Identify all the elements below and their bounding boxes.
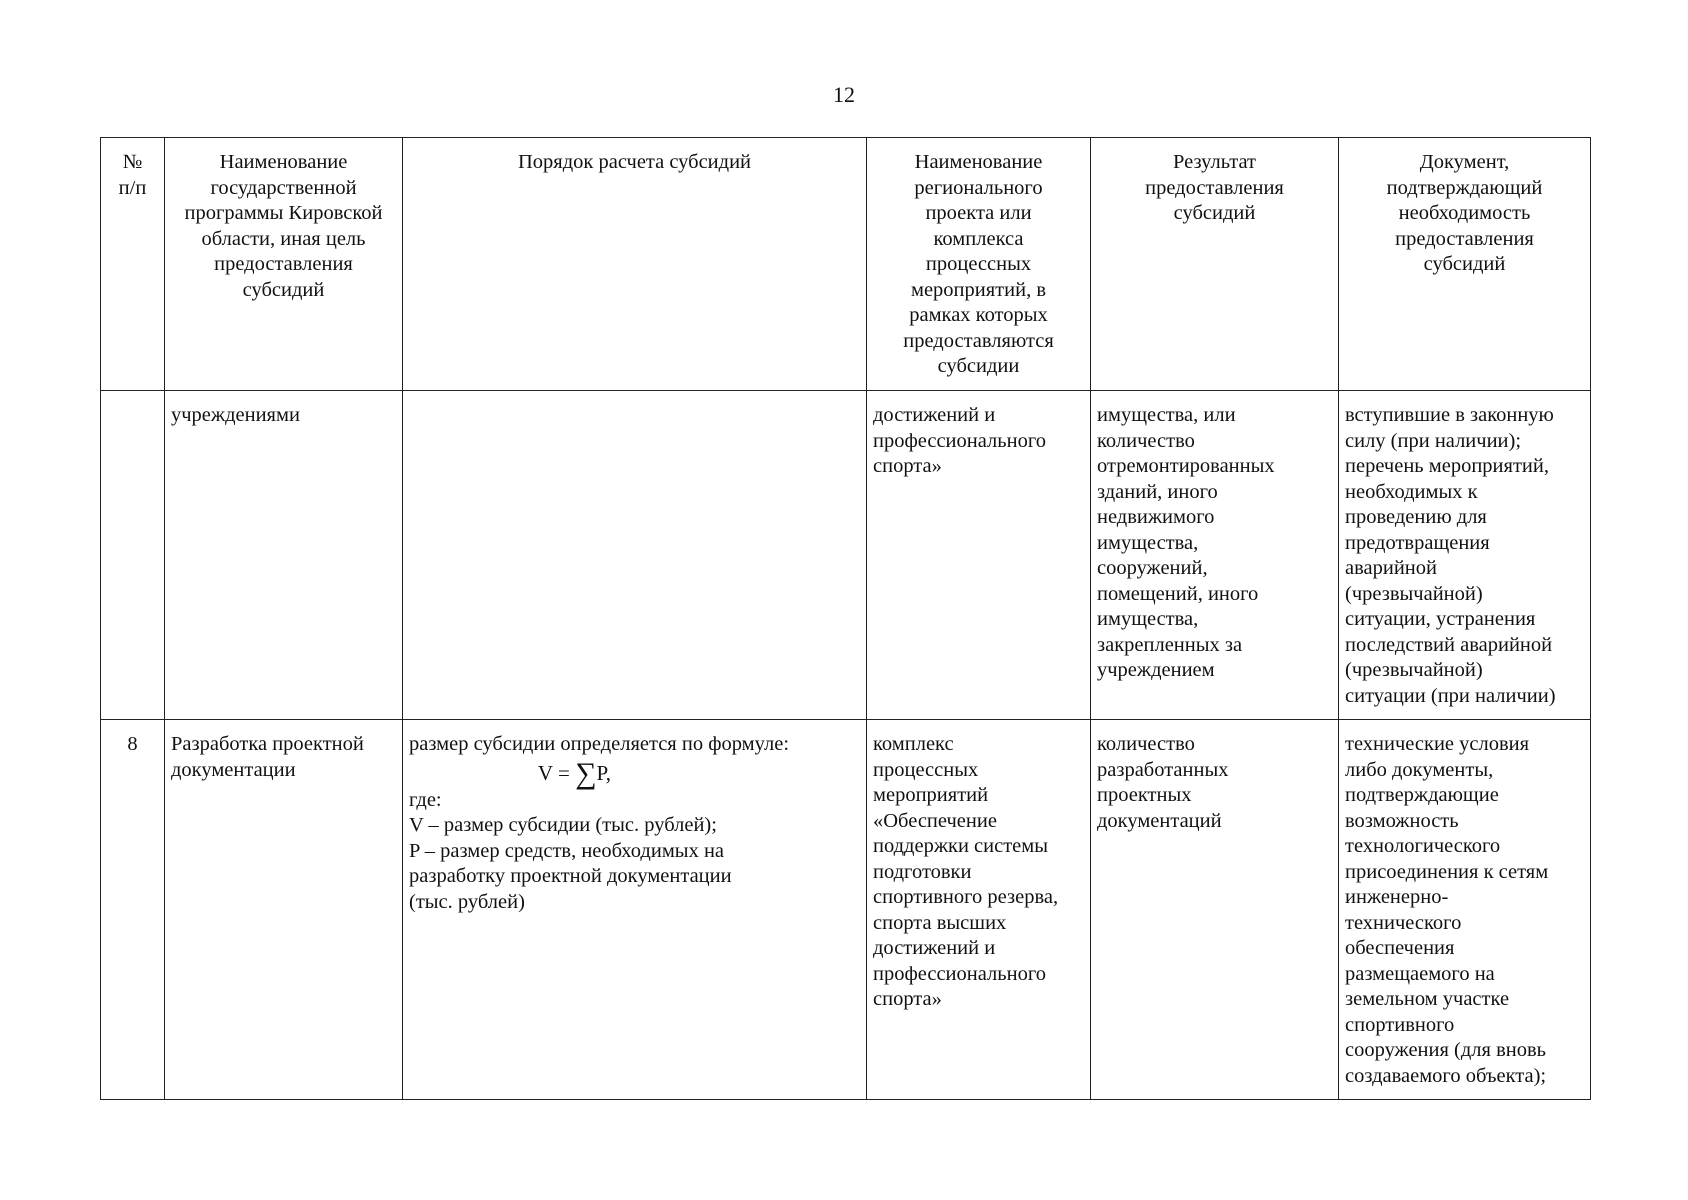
formula-right: P,	[596, 760, 612, 785]
text-line: рамках которых	[909, 304, 1048, 326]
cell-result	[1091, 391, 1339, 720]
cell-document	[1339, 720, 1591, 1100]
text-line: либо документы,	[1345, 758, 1494, 781]
cell-calc	[403, 391, 867, 720]
text-line: Порядок расчета субсидий	[517, 151, 752, 173]
cell-program	[165, 720, 403, 1100]
text-line: P – размер средств, необходимых на	[409, 839, 725, 862]
cell-project	[867, 391, 1091, 720]
text-line: проектных	[1097, 784, 1192, 806]
text-line: проекта или	[925, 202, 1032, 224]
text-line: профессионального	[873, 429, 1046, 452]
text-line: ситуации (при наличии)	[1345, 684, 1556, 707]
text-line: ситуации, устранения	[1345, 608, 1536, 630]
formula-left: V =	[537, 760, 576, 785]
text-line: имущества, или	[1097, 404, 1236, 426]
text-line: мероприятий	[873, 784, 989, 806]
text-line: профессионального	[873, 962, 1046, 985]
text-line: №	[122, 151, 143, 173]
text-line: Результат	[1172, 151, 1257, 173]
text-line: документации	[171, 758, 296, 781]
text-line: субсидий	[242, 278, 325, 301]
cell-num: 8	[101, 720, 165, 1100]
cell-calc	[403, 720, 867, 1100]
text-line: перечень мероприятий,	[1345, 455, 1549, 477]
text-line: поддержки системы	[873, 835, 1049, 857]
text-line: количество	[1097, 429, 1195, 452]
text-line: присоединения к сетям	[1345, 860, 1549, 883]
text-line: Документ,	[1419, 151, 1510, 173]
text-line: инженерно-	[1345, 886, 1449, 908]
text-line: мероприятий, в	[910, 278, 1047, 301]
text-line: (чрезвычайной)	[1345, 659, 1483, 681]
text-line: где:	[409, 788, 442, 811]
table-header-row	[101, 138, 1591, 391]
text-line: предоставления	[214, 253, 353, 275]
text-line: регионального	[914, 176, 1043, 199]
text-line: п/п	[118, 176, 147, 199]
subsidy-table	[100, 137, 1591, 1100]
text-line: достижений и	[873, 404, 996, 426]
text-line: технические условия	[1345, 733, 1530, 755]
text-line: вступившие в законную	[1345, 404, 1554, 426]
page-number: 12	[833, 82, 855, 107]
text-line: спорта»	[873, 455, 942, 477]
text-line: учреждением	[1097, 659, 1215, 681]
text-line: сооружений,	[1097, 557, 1208, 579]
text-line: государственной	[210, 176, 357, 199]
text-line: (чрезвычайной)	[1345, 582, 1483, 605]
text-line: сооружения (для вновь	[1345, 1039, 1547, 1061]
text-line: аварийной	[1345, 557, 1437, 579]
text-line: размещаемого на	[1345, 962, 1495, 985]
table-row	[101, 391, 1591, 720]
header-num	[101, 138, 165, 391]
text-line: проведению для	[1345, 506, 1487, 528]
text-line: (тыс. рублей)	[409, 890, 525, 913]
text-line: необходимость	[1398, 202, 1531, 224]
sigma-symbol: ∑	[575, 756, 597, 790]
text-line: Наименование	[914, 151, 1043, 173]
text-line: процессных	[873, 758, 979, 781]
text-line: необходимых к	[1345, 480, 1478, 503]
cell-project	[867, 720, 1091, 1100]
text-line: разработку проектной документации	[409, 865, 732, 887]
text-line: предоставляются	[903, 329, 1054, 352]
text-line: комплекса	[933, 227, 1024, 250]
text-line: области, иная цель	[201, 227, 366, 250]
header-result	[1091, 138, 1339, 391]
text-line: имущества,	[1097, 608, 1199, 630]
table-row	[101, 720, 1591, 1100]
text-line: документаций	[1097, 809, 1222, 832]
text-line: подтверждающие	[1345, 784, 1499, 806]
text-line: подтверждающий	[1386, 176, 1543, 199]
text-line: количество	[1097, 733, 1195, 755]
text-line: учреждениями	[171, 404, 300, 426]
cell-program	[165, 391, 403, 720]
text-line: достижений и	[873, 937, 996, 959]
header-calc	[403, 138, 867, 391]
text-line: имущества,	[1097, 531, 1199, 554]
text-line: зданий, иного	[1097, 480, 1218, 503]
text-line: земельном участке	[1345, 988, 1510, 1010]
text-line: закрепленных за	[1097, 633, 1243, 656]
header-document	[1339, 138, 1591, 391]
text-line: V – размер субсидии (тыс. рублей);	[409, 814, 717, 836]
text-line: субсидий	[1423, 253, 1506, 275]
text-line: спортивного резерва,	[873, 886, 1059, 908]
text-line: технологического	[1345, 835, 1501, 857]
text-line: предоставления	[1145, 176, 1284, 199]
header-program	[165, 138, 403, 391]
subsidy-formula	[409, 758, 860, 788]
text-line: субсидии	[937, 355, 1020, 377]
text-line: возможность	[1345, 809, 1459, 832]
text-line: разработанных	[1097, 758, 1229, 781]
text-line: технического	[1345, 911, 1462, 934]
text-line: спорта»	[873, 988, 942, 1010]
text-line: спорта высших	[873, 911, 1007, 934]
text-line: последствий аварийной	[1345, 633, 1553, 656]
text-line: силу (при наличии);	[1345, 429, 1522, 452]
calc-intro: размер субсидии определяется по формуле:	[409, 733, 790, 755]
text-line: обеспечения	[1345, 937, 1455, 959]
header-project	[867, 138, 1091, 391]
text-line: предотвращения	[1345, 531, 1490, 554]
text-line: недвижимого	[1097, 506, 1215, 528]
text-line: программы Кировской	[184, 202, 383, 224]
text-line: спортивного	[1345, 1013, 1455, 1036]
text-line: предоставления	[1395, 227, 1534, 250]
text-line: комплекс	[873, 733, 954, 755]
text-line: процессных	[925, 253, 1032, 275]
text-line: «Обеспечение	[873, 809, 997, 832]
cell-result	[1091, 720, 1339, 1100]
text-line: создаваемого объекта);	[1345, 1064, 1547, 1087]
text-line: Разработка проектной	[171, 733, 364, 755]
text-line: субсидий	[1173, 202, 1256, 224]
text-line: Наименование	[219, 151, 348, 173]
text-line: отремонтированных	[1097, 455, 1275, 477]
cell-num	[101, 391, 165, 720]
cell-document	[1339, 391, 1591, 720]
text-line: помещений, иного	[1097, 582, 1259, 605]
calc-definitions	[409, 788, 860, 916]
text-line: подготовки	[873, 860, 972, 883]
